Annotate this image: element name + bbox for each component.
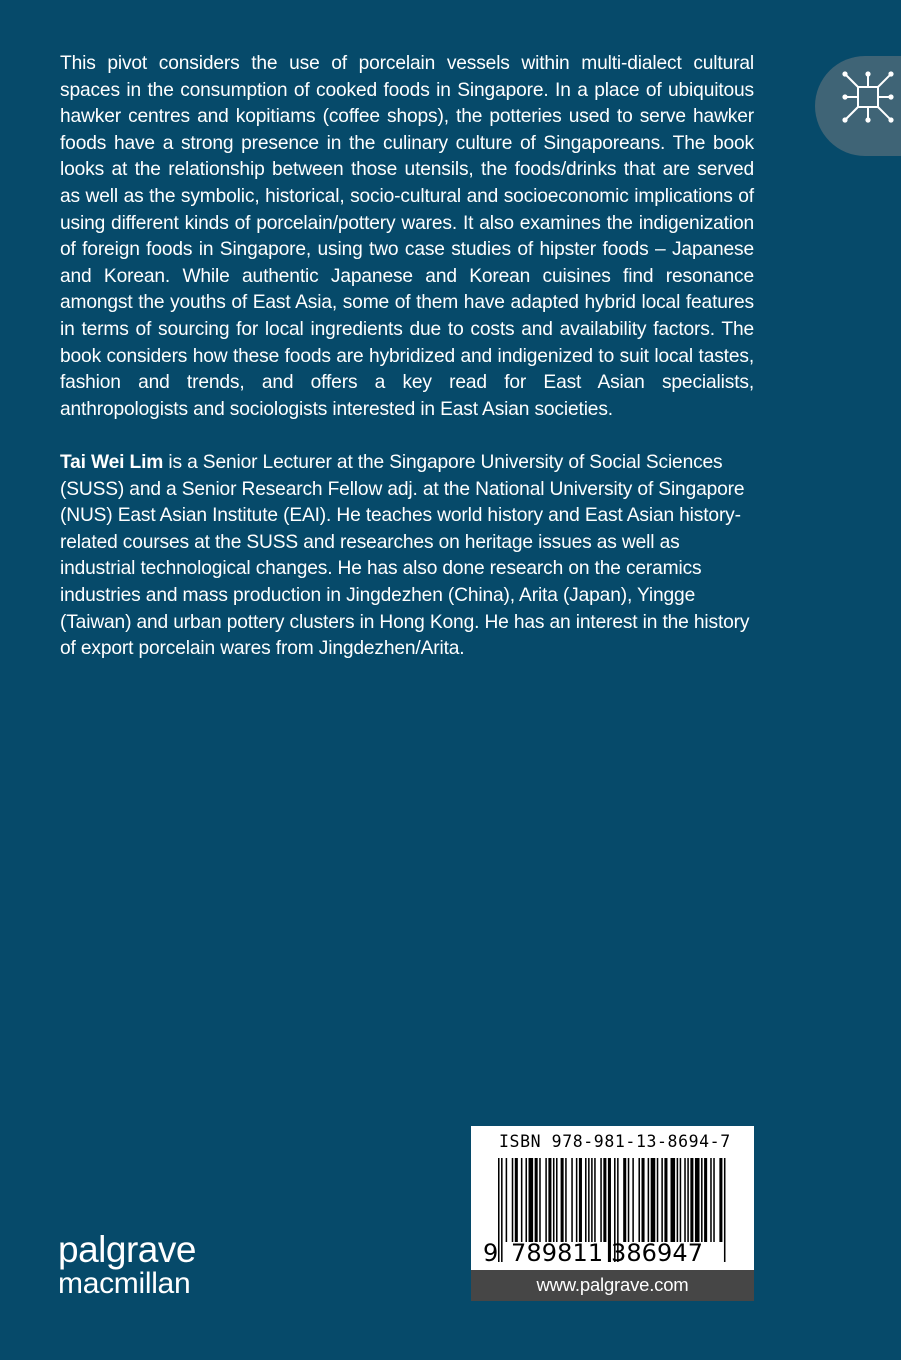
barcode-bar — [545, 1158, 547, 1242]
author-bio — [60, 450, 754, 663]
isbn-label: ISBN 978-981-13-8694-7 — [499, 1132, 731, 1151]
barcode-bar — [529, 1158, 534, 1242]
barcode-bar — [594, 1158, 596, 1242]
barcode-bar — [690, 1158, 693, 1242]
barcode-bar — [642, 1158, 645, 1242]
barcode-bar — [628, 1158, 630, 1242]
barcode-bar — [603, 1158, 606, 1242]
barcode-bar — [664, 1158, 667, 1242]
publisher-website: www.palgrave.com — [471, 1270, 754, 1301]
barcode-bar — [671, 1158, 676, 1242]
author-bio-text: is a Senior Lecturer at the Singapore University of Social Sciences (SUSS) and a Senior Research Fellow adj. at the National University of Singapore (NUS) East Asian Institute (EAI). He teaches world history and East Asian history-related courses at the SUSS and researches on heritage issues as well as industrial technological changes. He has also done research on the ceramics industries and mass production in Jingdezhen (China), Arita (Japan), Yingge (Taiwan) and urban pottery clusters in Hong Kong. He has an interest in the history of export porcelain wares from Jingdezhen/Arita. — [60, 452, 750, 660]
barcode-bar — [687, 1158, 689, 1242]
barcode-panel — [471, 1126, 754, 1270]
barcode-bar — [548, 1158, 551, 1242]
barcode-bar — [556, 1158, 558, 1242]
barcode-first-digit: 9 — [483, 1239, 499, 1267]
barcode-bar — [701, 1158, 703, 1242]
barcode-bar — [648, 1158, 650, 1242]
barcode-bar — [651, 1158, 656, 1242]
barcode-bar — [719, 1158, 722, 1242]
publisher-tab — [815, 56, 901, 156]
barcode-bar — [638, 1158, 640, 1242]
author-name: Tai Wei Lim — [60, 452, 164, 473]
barcode-bar — [684, 1158, 686, 1242]
palgrave-network-icon — [841, 70, 895, 124]
barcode-bar — [713, 1158, 715, 1242]
logo-line-palgrave: palgrave — [58, 1229, 196, 1270]
barcode-bar — [553, 1158, 555, 1242]
barcode-bar — [515, 1158, 518, 1242]
palgrave-macmillan-logo — [58, 1229, 196, 1301]
barcode-bar — [680, 1158, 682, 1242]
barcode-bar — [661, 1158, 663, 1242]
barcode-bar — [677, 1158, 679, 1242]
barcode-bar — [579, 1158, 582, 1242]
barcode-bar — [600, 1158, 602, 1242]
barcode-bar — [565, 1158, 567, 1242]
barcode-bar — [506, 1158, 508, 1242]
barcode-bar — [657, 1158, 659, 1242]
barcode-bar — [585, 1158, 587, 1242]
barcode-number: 789811 386947 — [511, 1239, 704, 1267]
barcode-bar — [576, 1158, 578, 1242]
barcode-digits — [483, 1239, 704, 1267]
barcode-bar — [521, 1158, 523, 1242]
barcode-bar — [704, 1158, 707, 1242]
barcode-bar — [710, 1158, 712, 1242]
barcode-bar — [632, 1158, 634, 1242]
barcode-bar — [623, 1158, 626, 1242]
barcode-bar — [695, 1158, 700, 1242]
barcode-bar — [501, 1158, 503, 1262]
barcode-bar — [535, 1158, 538, 1242]
book-description: This pivot considers the use of porcelain vessels within multi-dialect cultural spaces in the consumption of cooked foods in Singapore. In a place of ubiquitous hawker centres and kopitiams (coffee shops), the potteries used to serve hawker foods have a strong presence in the culinary culture of Singaporeans. The book looks at the relationship between those utensils, the foods/drinks that are served as well as the symbolic, historical, socio-cultural and socioeconomic implications of using different kinds of porcelain/pottery wares. It also examines the indigenization of foreign foods in Singapore, using two case studies of hipster foods – Japanese and Korean. While authentic Japanese and Korean cuisines find resonance amongst the youths of East Asia, some of them have adapted hybrid local features in terms of sourcing for local ingredients due to costs and availability factors. The book considers how these foods are hybridized and indigenized to suit local tastes, fashion and trends, and offers a key read for East Asian specialists, anthropologists and sociologists interested in East Asian societies. — [60, 53, 754, 420]
barcode-bar — [591, 1158, 593, 1242]
barcode-bar — [561, 1158, 564, 1242]
barcode-bar — [512, 1158, 514, 1242]
logo-line-macmillan: macmillan — [58, 1267, 191, 1300]
barcode-bar — [539, 1158, 541, 1242]
barcode-bar — [525, 1158, 527, 1242]
barcode-bar — [571, 1158, 573, 1242]
barcode-bar — [724, 1158, 726, 1262]
barcode-bar — [588, 1158, 590, 1242]
